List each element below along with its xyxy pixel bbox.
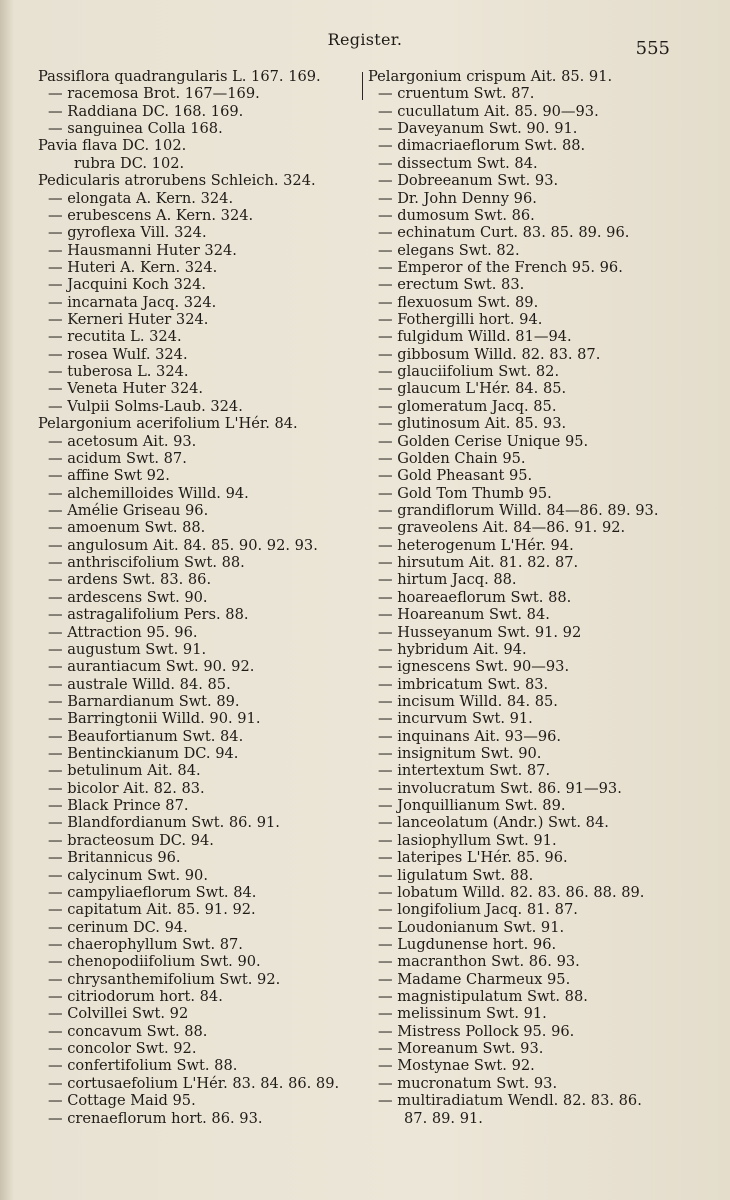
index-entry: — cerinum DC. 94. <box>48 918 188 936</box>
index-entry: — dissectum Swt. 84. <box>378 154 538 172</box>
index-entry: — hybridum Ait. 94. <box>378 640 527 658</box>
index-entry: — Madame Charmeux 95. <box>378 970 571 988</box>
index-entry: — Gold Pheasant 95. <box>378 467 533 485</box>
index-entry: — campyliaeflorum Swt. 84. <box>48 883 257 901</box>
index-entry: — glauciifolium Swt. 82. <box>378 363 560 381</box>
index-entry: Pavia flava DC. 102. <box>38 137 187 155</box>
left-index-column <box>38 68 358 1127</box>
index-entry: — anthriscifolium Swt. 88. <box>48 554 245 572</box>
index-entry: — gibbosum Willd. 82. 83. 87. <box>378 345 601 363</box>
index-entry: — bicolor Ait. 82. 83. <box>48 779 205 797</box>
index-entry: — glaucum L'Hér. 84. 85. <box>378 380 567 398</box>
page-header <box>0 24 730 64</box>
index-entry: — heterogenum L'Hér. 94. <box>378 536 574 554</box>
index-entry: — Moreanum Swt. 93. <box>378 1040 544 1058</box>
index-entry: — hoareaeflorum Swt. 88. <box>378 588 572 606</box>
index-entry: — angulosum Ait. 84. 85. 90. 92. 93. <box>48 536 318 554</box>
index-entry: — longifolium Jacq. 81. 87. <box>378 901 578 919</box>
index-entry: — Golden Chain 95. <box>378 449 526 467</box>
right-index-column <box>368 68 673 1127</box>
index-entry: — echinatum Curt. 83. 85. 89. 96. <box>378 224 630 242</box>
index-entry: — ardens Swt. 83. 86. <box>48 571 212 589</box>
index-entry: Passiflora quadrangularis L. 167. 169. <box>38 68 321 85</box>
index-entry: — Jacquini Koch 324. <box>48 276 207 294</box>
index-entry: — cucullatum Ait. 85. 90—93. <box>378 102 599 120</box>
index-entry: — Hausmanni Huter 324. <box>48 241 237 259</box>
index-entry: — citriodorum hort. 84. <box>48 988 223 1006</box>
index-entry: — gyroflexa Vill. 324. <box>48 224 207 242</box>
index-entry: — tuberosa L. 324. <box>48 363 189 381</box>
index-entry: — astragalifolium Pers. 88. <box>48 606 249 624</box>
index-entry: — Daveyanum Swt. 90. 91. <box>378 120 578 138</box>
index-entry: — Hoareanum Swt. 84. <box>378 606 550 624</box>
index-entry: — Beaufortianum Swt. 84. <box>48 727 244 745</box>
index-entry: — concolor Swt. 92. <box>48 1040 197 1058</box>
index-entry: — lateripes L'Hér. 85. 96. <box>378 849 568 867</box>
index-entry: — erectum Swt. 83. <box>378 276 525 294</box>
index-entry: — incarnata Jacq. 324. <box>48 293 217 311</box>
index-entry: — Bentinckianum DC. 94. <box>48 745 239 763</box>
index-entry: — elegans Swt. 82. <box>378 241 520 259</box>
index-entry: — confertifolium Swt. 88. <box>48 1057 238 1075</box>
index-entry: — insignitum Swt. 90. <box>378 745 542 763</box>
index-entry: — bracteosum DC. 94. <box>48 831 214 849</box>
index-entry: — Veneta Huter 324. <box>48 380 204 398</box>
index-entry: — lobatum Willd. 82. 83. 86. 88. 89. <box>378 883 645 901</box>
index-entry: — amoenum Swt. 88. <box>48 519 206 537</box>
index-entry: — racemosa Brot. 167—169. <box>48 85 260 103</box>
index-entry: — Golden Cerise Unique 95. <box>378 432 589 450</box>
index-entry: — acidum Swt. 87. <box>48 449 187 467</box>
index-entry: — hirsutum Ait. 81. 82. 87. <box>378 554 579 572</box>
index-entry: — chenopodiifolium Swt. 90. <box>48 953 261 971</box>
page-number: 555 <box>635 38 670 59</box>
index-entry: 87. 89. 91. <box>404 1109 483 1127</box>
index-entry: — chrysanthemifolium Swt. 92. <box>48 970 281 988</box>
index-entry: — lasiophyllum Swt. 91. <box>378 831 557 849</box>
index-entry: — glutinosum Ait. 85. 93. <box>378 415 567 433</box>
index-entry: — Husseyanum Swt. 91. 92 <box>378 623 582 641</box>
index-entry: — betulinum Ait. 84. <box>48 762 201 780</box>
index-entry: — inquinans Ait. 93—96. <box>378 727 562 745</box>
index-entry: — dumosum Swt. 86. <box>378 206 535 224</box>
index-entry: — concavum Swt. 88. <box>48 1022 208 1040</box>
index-entry: — graveolens Ait. 84—86. 91. 92. <box>378 519 626 537</box>
index-entry: — hirtum Jacq. 88. <box>378 571 517 589</box>
index-entry: — aurantiacum Swt. 90. 92. <box>48 658 255 676</box>
index-entry: — augustum Swt. 91. <box>48 640 207 658</box>
index-entry: — alchemilloides Willd. 94. <box>48 484 249 502</box>
column-divider <box>362 72 363 100</box>
index-entry: — lanceolatum (Andr.) Swt. 84. <box>378 814 609 832</box>
index-entry: — grandiflorum Willd. 84—86. 89. 93. <box>378 501 659 519</box>
index-entry: — multiradiatum Wendl. 82. 83. 86. <box>378 1092 642 1110</box>
running-head: Register. <box>327 30 403 49</box>
index-entry: Pedicularis atrorubens Schleich. 324. <box>38 172 316 190</box>
index-entry: — Emperor of the French 95. 96. <box>378 258 623 276</box>
index-entry: — involucratum Swt. 86. 91—93. <box>378 779 622 797</box>
index-entry: — capitatum Ait. 85. 91. 92. <box>48 901 256 919</box>
index-entry: — australe Willd. 84. 85. <box>48 675 231 693</box>
index-entry: — flexuosum Swt. 89. <box>378 293 539 311</box>
index-entry: — erubescens A. Kern. 324. <box>48 206 254 224</box>
index-entry: — Kerneri Huter 324. <box>48 311 209 329</box>
index-entry: — Lugdunense hort. 96. <box>378 935 557 953</box>
index-entry: — recutita L. 324. <box>48 328 182 346</box>
index-entry: — elongata A. Kern. 324. <box>48 189 234 207</box>
index-entry: — macranthon Swt. 86. 93. <box>378 953 580 971</box>
index-entry: — Cottage Maid 95. <box>48 1092 196 1110</box>
index-entry: — chaerophyllum Swt. 87. <box>48 935 243 953</box>
index-entry: — magnistipulatum Swt. 88. <box>378 988 588 1006</box>
index-entry: — Colvillei Swt. 92 <box>48 1005 189 1023</box>
index-entry: Pelargonium acerifolium L'Hér. 84. <box>38 415 298 433</box>
index-entry: — ardescens Swt. 90. <box>48 588 208 606</box>
index-entry: — Fothergilli hort. 94. <box>378 311 543 329</box>
index-entry: rubra DC. 102. <box>74 154 185 172</box>
index-entry: — calycinum Swt. 90. <box>48 866 208 884</box>
index-entry: — ignescens Swt. 90—93. <box>378 658 570 676</box>
index-entry: — dimacriaeflorum Swt. 88. <box>378 137 586 155</box>
index-entry: — Barringtonii Willd. 90. 91. <box>48 710 261 728</box>
index-entry: — Attraction 95. 96. <box>48 623 198 641</box>
index-entry: — Mostynae Swt. 92. <box>378 1057 535 1075</box>
index-entry: — Black Prince 87. <box>48 797 189 815</box>
index-entry: — incurvum Swt. 91. <box>378 710 533 728</box>
index-entry: — cruentum Swt. 87. <box>378 85 535 103</box>
index-entry: — Britannicus 96. <box>48 849 181 867</box>
index-entry: — Huteri A. Kern. 324. <box>48 258 218 276</box>
index-columns <box>38 68 678 1168</box>
index-entry: — melissinum Swt. 91. <box>378 1005 547 1023</box>
index-entry: — fulgidum Willd. 81—94. <box>378 328 572 346</box>
index-entry: — Gold Tom Thumb 95. <box>378 484 552 502</box>
index-entry: — Dr. John Denny 96. <box>378 189 537 207</box>
index-entry: — mucronatum Swt. 93. <box>378 1074 558 1092</box>
index-entry: — intertextum Swt. 87. <box>378 762 551 780</box>
index-entry: — affine Swt 92. <box>48 467 170 485</box>
index-entry: — Vulpii Solms-Laub. 324. <box>48 397 243 415</box>
index-entry: — Loudonianum Swt. 91. <box>378 918 565 936</box>
index-entry: — Mistress Pollock 95. 96. <box>378 1022 575 1040</box>
index-entry: — Amélie Griseau 96. <box>48 501 209 519</box>
index-entry: — glomeratum Jacq. 85. <box>378 397 557 415</box>
index-entry: — crenaeflorum hort. 86. 93. <box>48 1109 263 1127</box>
index-entry: — imbricatum Swt. 83. <box>378 675 549 693</box>
index-entry: — Dobreeanum Swt. 93. <box>378 172 559 190</box>
index-entry: — sanguinea Colla 168. <box>48 120 223 138</box>
index-entry: — Jonquillianum Swt. 89. <box>378 797 566 815</box>
index-entry: — cortusaefolium L'Hér. 83. 84. 86. 89. <box>48 1074 340 1092</box>
index-entry: — Barnardianum Swt. 89. <box>48 692 240 710</box>
index-entry: — ligulatum Swt. 88. <box>378 866 534 884</box>
index-entry: — Blandfordianum Swt. 86. 91. <box>48 814 280 832</box>
index-entry: Pelargonium crispum Ait. 85. 91. <box>368 68 613 85</box>
index-entry: — rosea Wulf. 324. <box>48 345 188 363</box>
index-entry: — incisum Willd. 84. 85. <box>378 692 558 710</box>
index-entry: — acetosum Ait. 93. <box>48 432 197 450</box>
index-entry: — Raddiana DC. 168. 169. <box>48 102 244 120</box>
